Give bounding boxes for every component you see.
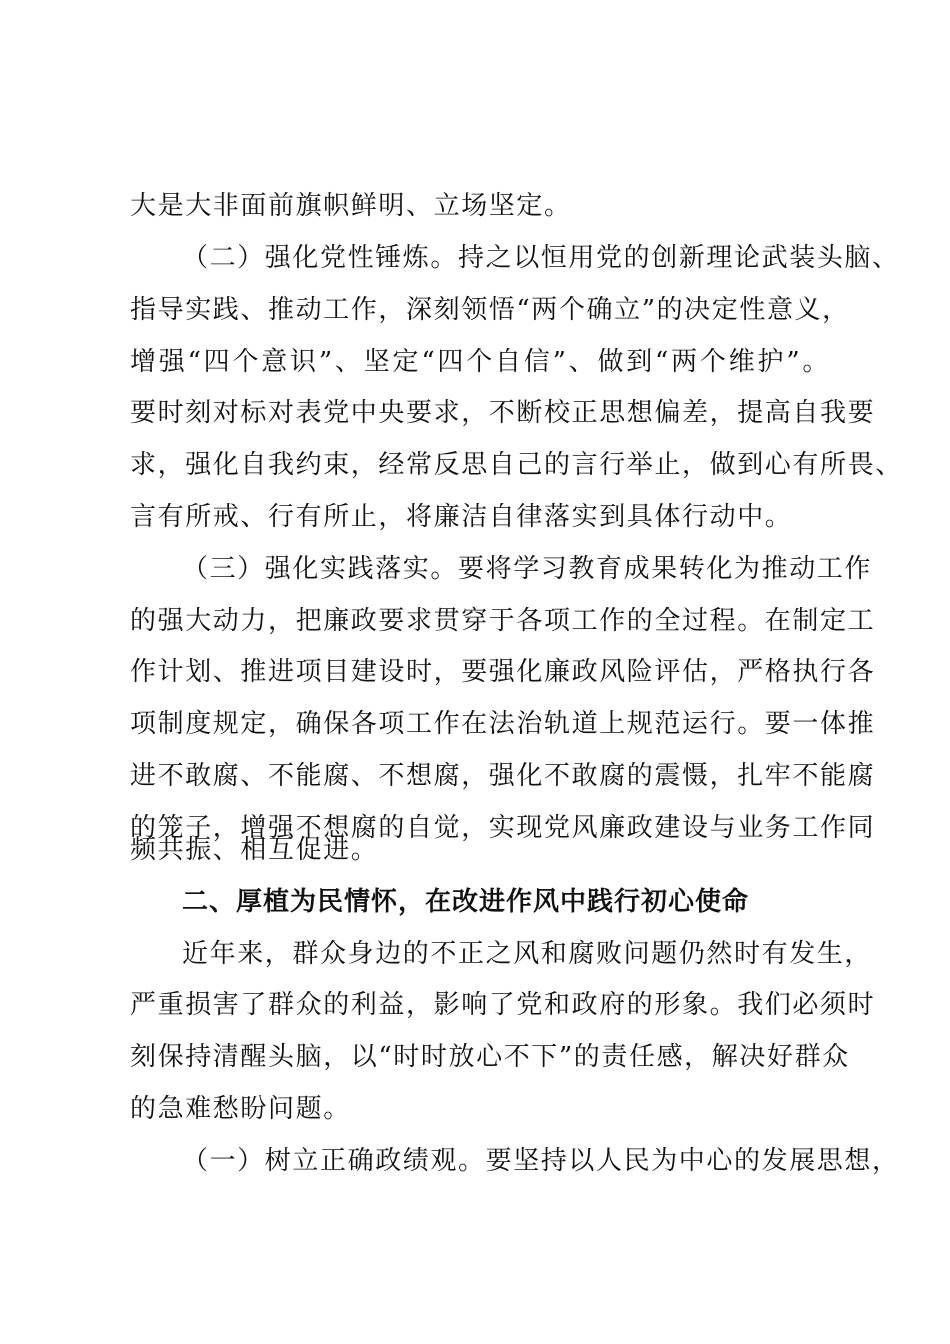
paragraph-line: 的笼子，增强不想腐的自觉，实现党风廉政建设与业务工作同 (130, 813, 876, 843)
paragraph-line: 刻保持清醒头脑，以“时时放心不下”的责任感，解决好群众 (130, 1042, 850, 1072)
paragraph-line: 近年来，群众身边的不正之风和腐败问题仍然时有发生， (182, 939, 873, 969)
paragraph-line: 频共振、相互促进。 (130, 835, 379, 865)
paragraph-line: 要时刻对标对表党中央要求，不断校正思想偏差，提高自我要 (130, 398, 876, 428)
paragraph-line: 进不敢腐、不能腐、不想腐，强化不敢腐的震慑，扎牢不能腐 (130, 761, 876, 791)
paragraph-line: 项制度规定，确保各项工作在法治轨道上规范运行。要一体推 (130, 709, 876, 739)
subsection-heading-line: （二）强化党性锤炼。持之以恒用党的创新理论武装头脑、 (182, 243, 900, 273)
section-heading: 二、厚植为民情怀，在改进作风中践行初心使命 (182, 887, 750, 917)
subsection-heading-line: （三）强化实践落实。要将学习教育成果转化为推动工作 (182, 554, 873, 584)
paragraph-line: 大是大非面前旗帜鲜明、立场坚定。 (130, 191, 572, 221)
paragraph-line: 的强大动力，把廉政要求贯穿于各项工作的全过程。在制定工 (130, 606, 876, 636)
paragraph-line: 言有所戒、行有所止，将廉洁自律落实到具体行动中。 (130, 502, 793, 532)
paragraph-line: 求，强化自我约束，经常反思自己的言行举止，做到心有所畏、 (130, 450, 903, 480)
subsection-heading-line: （一）树立正确政绩观。要坚持以人民为中心的发展思想， (182, 1146, 900, 1176)
paragraph-line: 严重损害了群众的利益，影响了党和政府的形象。我们必须时 (130, 990, 876, 1020)
paragraph-line: 指导实践、推动工作，深刻领悟“两个确立”的决定性意义， (130, 295, 850, 325)
paragraph-line: 的急难愁盼问题。 (130, 1094, 351, 1124)
paragraph-line: 增强“四个意识”、坚定“四个自信”、做到“两个维护”。 (130, 347, 830, 377)
paragraph-line: 作计划、推进项目建设时，要强化廉政风险评估，严格执行各 (130, 657, 876, 687)
